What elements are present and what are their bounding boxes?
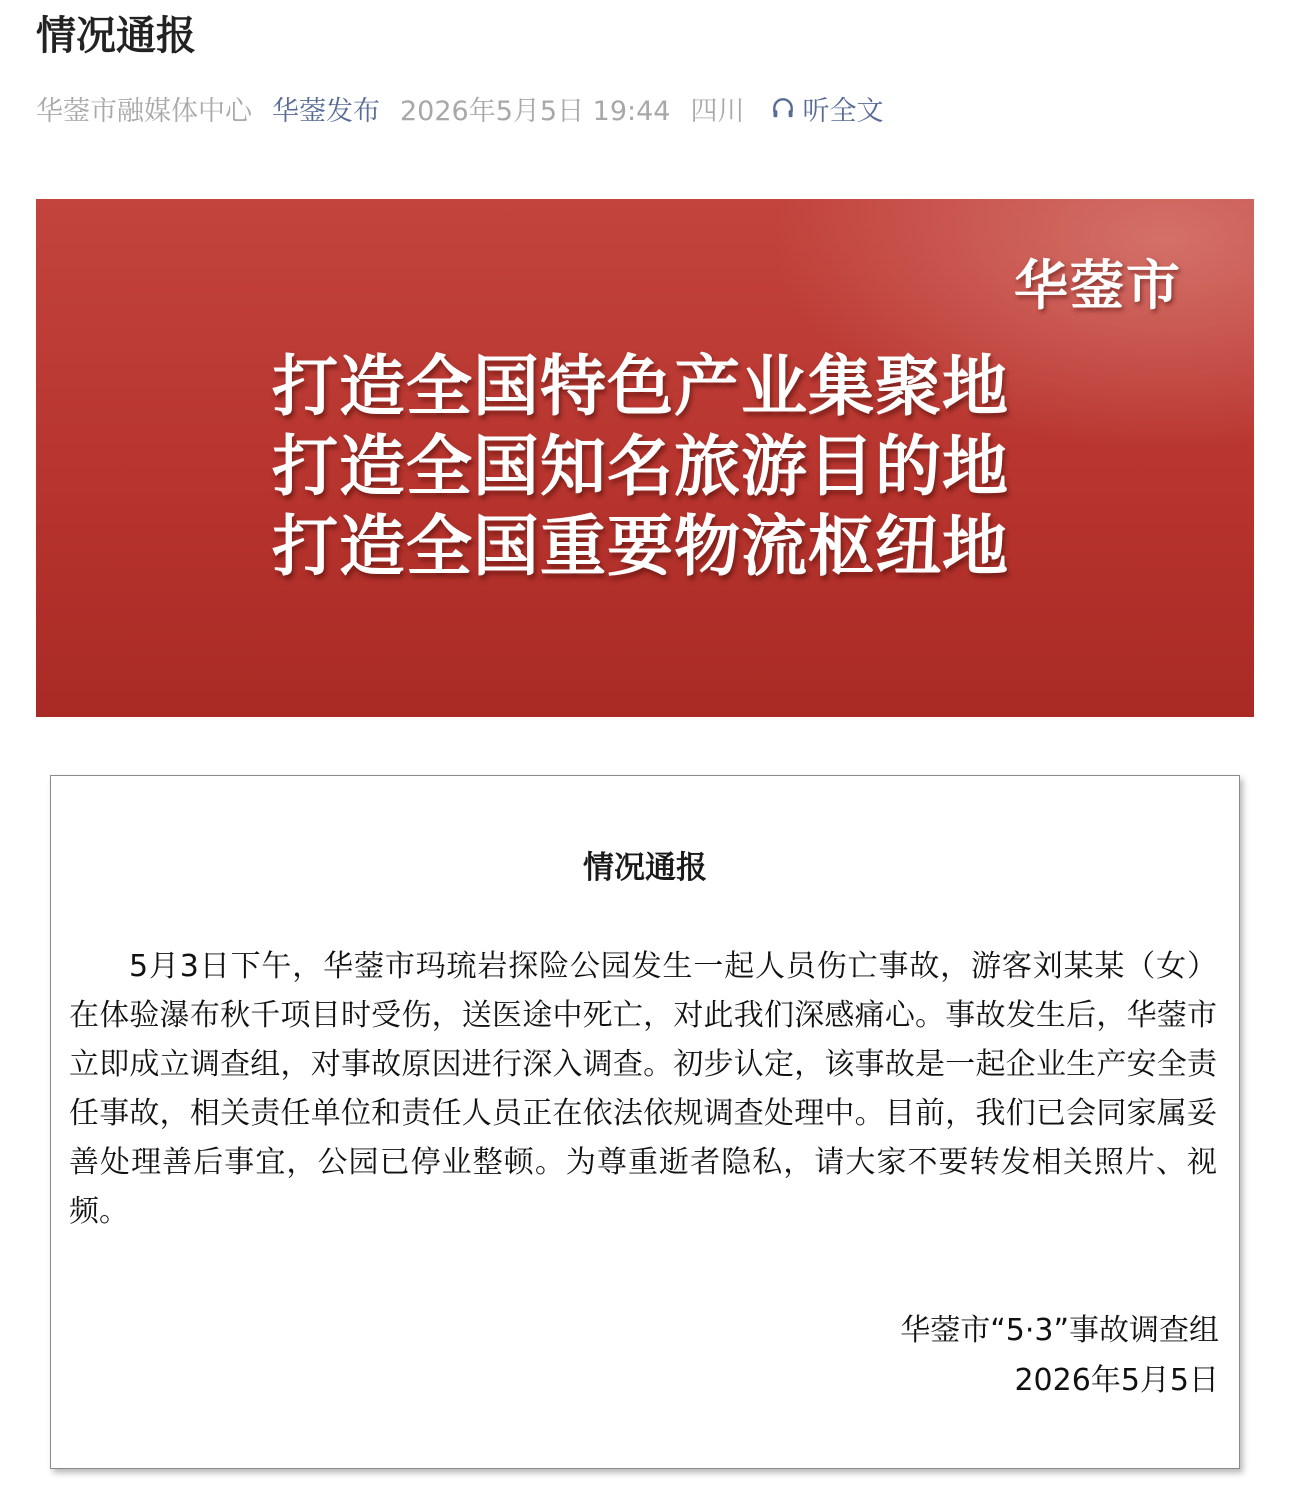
notice-document xyxy=(50,775,1240,1469)
meta-publish-date: 2026年5月5日 19:44 xyxy=(400,95,671,127)
notice-signature-block xyxy=(900,1306,1219,1406)
meta-region: 四川 xyxy=(690,95,745,127)
banner-slogan: 打造全国特色产业集聚地 xyxy=(272,348,1009,425)
listen-full-text-button[interactable] xyxy=(770,89,883,128)
notice-date: 2026年5月5日 xyxy=(1014,1363,1219,1398)
notice-signature: 华蓥市“5·3”事故调查组 xyxy=(900,1313,1219,1348)
listen-label: 听全文 xyxy=(802,95,884,127)
banner-slogan: 打造全国知名旅游目的地 xyxy=(272,428,1009,505)
meta-source: 华蓥市融媒体中心 xyxy=(36,95,252,127)
article-title: 情况通报 xyxy=(36,13,196,59)
notice-body: 5月3日下午，华蓥市玛琉岩探险公园发生一起人员伤亡事故，游客刘某某（女）在体验瀑布秋千项目时受伤，送医途中死亡，对此我们深感痛心。事故发生后，华蓥市立即成立调查组，对事故原因进行深入调查。初步认定，该事故是一起企业生产安全责任事故，相关责任单位和责任人员正在依法依规调查处理中。目前，我们已会同家属妥善处理善后事宜，公园已停业整顿。为尊重逝者隐私，请大家不要转发相关照片、视频。 xyxy=(69,949,1217,1229)
banner-city-name: 华蓥市 xyxy=(1014,254,1182,317)
banner-slogans xyxy=(272,347,1009,587)
headphones-icon xyxy=(770,95,796,121)
notice-title: 情况通报 xyxy=(583,850,707,886)
banner-slogan: 打造全国重要物流枢纽地 xyxy=(272,508,1009,585)
city-banner-image xyxy=(36,199,1254,717)
article-meta xyxy=(36,88,883,128)
meta-account-link[interactable]: 华蓥发布 xyxy=(272,95,380,127)
